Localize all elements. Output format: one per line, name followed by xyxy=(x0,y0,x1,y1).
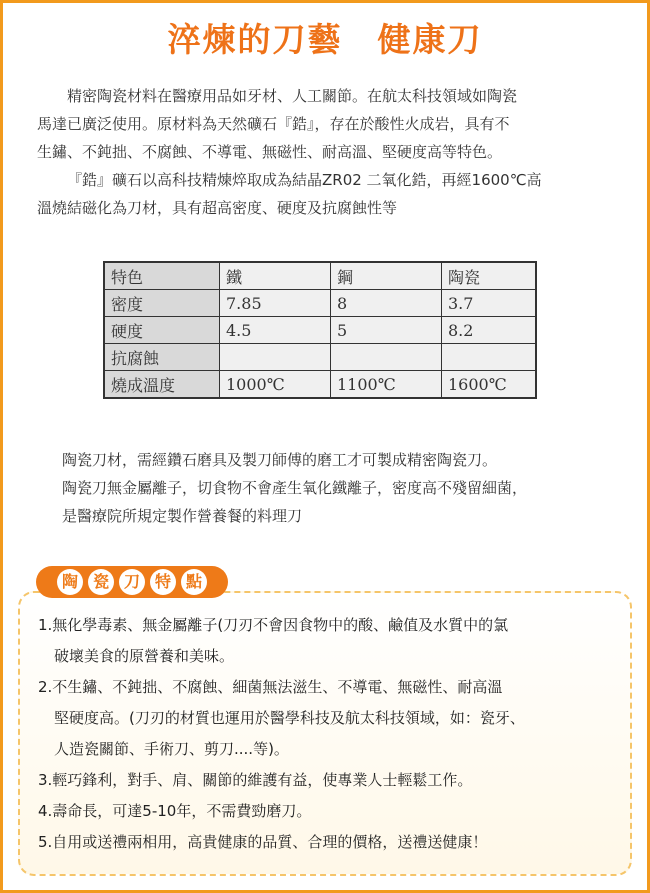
badge-char: 瓷 xyxy=(88,569,114,595)
description-text xyxy=(62,446,622,530)
intro-line: 精密陶瓷材料在醫療用品如牙材、人工關節。在航太科技領域如陶瓷 xyxy=(67,87,518,105)
table-cell: 8.2 xyxy=(442,317,537,344)
table-cell: 4.5 xyxy=(220,317,331,344)
table-cell: 1100℃ xyxy=(331,371,442,399)
table-row xyxy=(104,317,536,344)
feature-line: 5.自用或送禮兩相用，高貴健康的品質、合理的價格，送禮送健康！ xyxy=(38,833,488,851)
intro-line: 生鏽、不鈍拙、不腐蝕、不導電、無磁性、耐高溫、堅硬度高等特色。 xyxy=(37,143,503,161)
page-title: 淬煉的刀藝 健康刀 xyxy=(167,20,483,59)
table-header-cell: 鋼 xyxy=(331,262,442,290)
feature-line: 2.不生鏽、不鈍拙、不腐蝕、細菌無法滋生、不導電、無磁性、耐高溫 xyxy=(38,678,503,696)
feature-line: 破壞美食的原營養和美味。 xyxy=(54,647,235,665)
intro-line: 『鋯』礦石以高科技精煉焠取成為結晶ZR02 二氧化鋯，再經1600℃高 xyxy=(67,171,542,189)
table-cell: 7.85 xyxy=(220,290,331,317)
badge-char: 點 xyxy=(181,569,207,595)
table-header-cell: 陶瓷 xyxy=(442,262,537,290)
feature-line: 4.壽命長，可達5-10年，不需費勁磨刀。 xyxy=(38,802,312,820)
table-cell: 抗腐蝕 xyxy=(104,344,220,371)
table-cell: 密度 xyxy=(104,290,220,317)
description-line: 陶瓷刀無金屬離子，切食物不會產生氧化鐵離子，密度高不殘留細菌， xyxy=(62,479,528,497)
table-cell xyxy=(442,344,537,371)
comparison-table xyxy=(103,261,537,399)
table-row xyxy=(104,290,536,317)
table-cell: 1600℃ xyxy=(442,371,537,399)
intro-line: 馬達已廣泛使用。原材料為天然礦石『鋯』，存在於酸性火成岩，具有不 xyxy=(37,115,510,133)
table-header-cell: 特色 xyxy=(104,262,220,290)
feature-line: 堅硬度高。(刀刃的材質也運用於醫學科技及航太科技領域，如：瓷牙、 xyxy=(54,709,525,727)
table-cell: 硬度 xyxy=(104,317,220,344)
badge-char: 陶 xyxy=(57,569,83,595)
feature-line: 1.無化學毒素、無金屬離子(刀刃不會因食物中的酸、鹼值及水質中的氯 xyxy=(38,616,509,634)
table-row xyxy=(104,371,536,399)
table-row xyxy=(104,344,536,371)
table-cell: 8 xyxy=(331,290,442,317)
table-cell: 燒成溫度 xyxy=(104,371,220,399)
badge-char: 特 xyxy=(150,569,176,595)
intro-text xyxy=(37,82,617,222)
description-line: 陶瓷刀材，需經鑽石磨具及製刀師傅的磨工才可製成精密陶瓷刀。 xyxy=(62,451,498,469)
feature-line: 人造瓷關節、手術刀、剪刀....等)。 xyxy=(54,740,289,758)
intro-line: 溫燒結磁化為刀材，具有超高密度、硬度及抗腐蝕性等 xyxy=(37,199,398,217)
table-header-cell: 鐵 xyxy=(220,262,331,290)
table-cell: 5 xyxy=(331,317,442,344)
description-line: 是醫療院所規定製作營養餐的料理刀 xyxy=(62,507,303,525)
feature-line: 3.輕巧鋒利，對手、肩、關節的維護有益，使專業人士輕鬆工作。 xyxy=(38,771,473,789)
features-badge xyxy=(36,566,228,598)
table-cell: 1000℃ xyxy=(220,371,331,399)
table-cell: 3.7 xyxy=(442,290,537,317)
table-cell xyxy=(220,344,331,371)
badge-char: 刀 xyxy=(119,569,145,595)
features-list xyxy=(38,611,618,859)
table-header-row xyxy=(104,262,536,290)
table-cell xyxy=(331,344,442,371)
